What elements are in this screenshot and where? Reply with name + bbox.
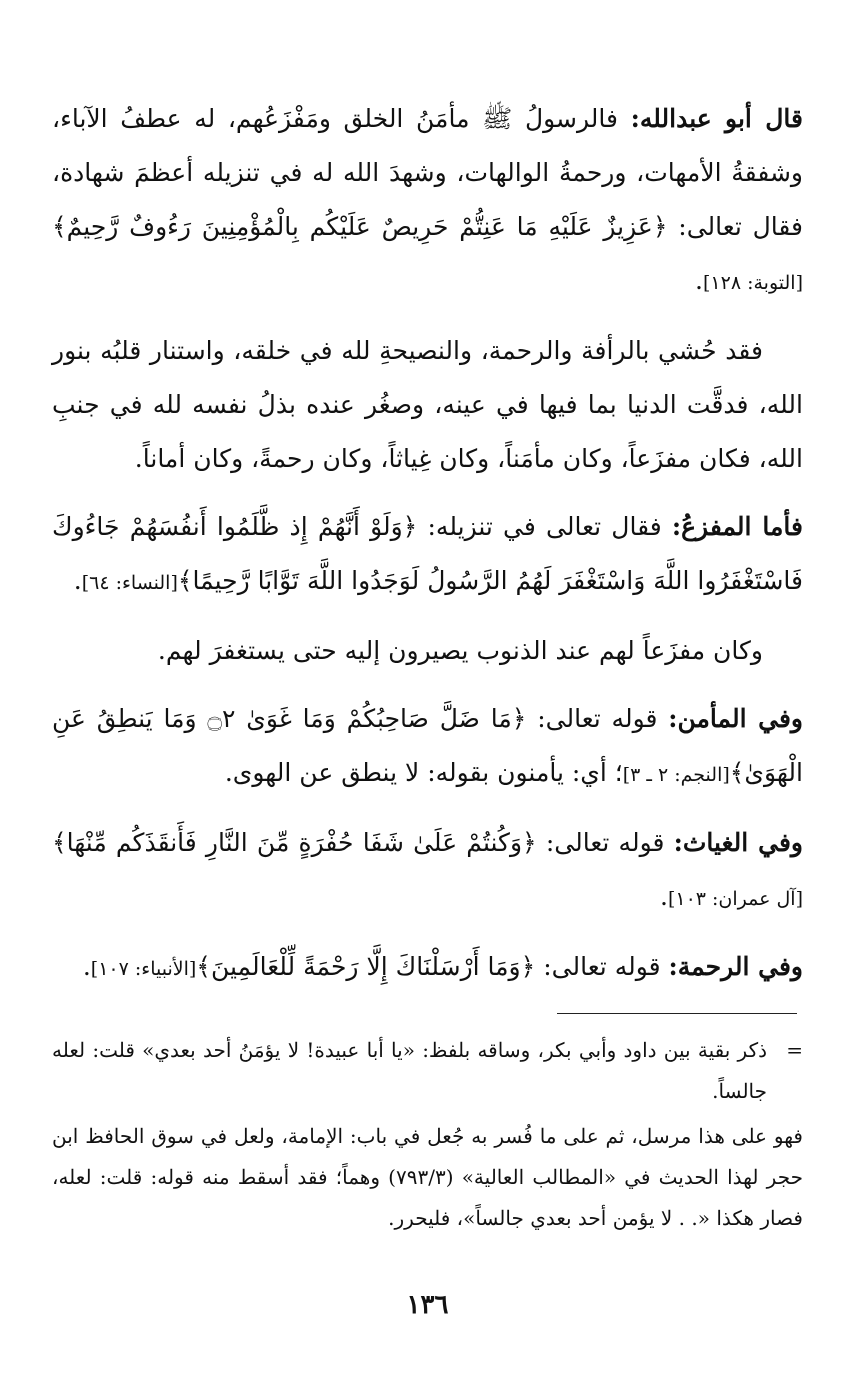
paragraph-attributes — [52, 324, 803, 486]
paragraph-lead: وفي الغياث: — [673, 828, 803, 857]
verse-reference: [النجم: ٢ ـ ٣] — [622, 764, 730, 786]
footnote-divider — [557, 1013, 797, 1014]
paragraph-tail: . — [659, 882, 668, 911]
verse-reference: [آل عمران: ١٠٣] — [667, 888, 803, 910]
paragraph-text: فقال تعالى في تنزيله: — [417, 512, 672, 541]
verse-reference: [الأنبياء: ١٠٧] — [90, 958, 197, 980]
paragraph-lead: وفي الرحمة: — [668, 952, 803, 981]
paragraph-text: قوله تعالى: — [536, 828, 674, 857]
paragraph-text: فقد حُشي بالرأفة والرحمة، والنصيحةِ لله في خلقه، واستنار قلبُه بنور الله، فدقَّت الدنيا بما فيها في عينه، وصغُر عنده بذلُ نفسه لله في جنبِ الله، فكان مفزَعاً، وكان مأمَناً، وكان غِياثاً، وكان رحمةً، وكان أماناً. — [52, 336, 803, 473]
paragraph-text: وكان مفزَعاً لهم عند الذنوب يصيرون إليه حتى يستغفرَ لهم. — [157, 636, 763, 665]
paragraph-tail: ؛ أي: يأمنون بقوله: لا ينطق عن الهوى. — [224, 758, 623, 787]
footnote-comment — [52, 1116, 803, 1239]
quran-verse: ﴿عَزِيزٌ عَلَيْهِ مَا عَنِتُّمْ حَرِيصٌ عَلَيْكُم بِالْمُؤْمِنِينَ رَءُوفٌ رَّحِيمٌ﴾ — [52, 212, 668, 241]
paragraph-mafza-explanation — [52, 624, 803, 678]
quran-verse: ﴿وَكُنتُمْ عَلَىٰ شَفَا حُفْرَةٍ مِّنَ النَّارِ فَأَنقَذَكُم مِّنْهَا﴾ — [52, 828, 537, 857]
verse-reference: [التوبة: ١٢٨] — [703, 272, 803, 294]
footnote-continuation-marker: = — [786, 1038, 803, 1062]
main-text — [52, 92, 803, 1010]
paragraph-rahma — [52, 940, 803, 996]
paragraph-tail: . — [82, 952, 91, 981]
paragraph-ghiyath — [52, 816, 803, 926]
paragraph-text: فالرسولُ ﷺ مأمَنُ الخلق ومَفْزَعُهم، له عطفُ الآباء، وشفقةُ الأمهات، ورحمةُ الوالهات، وشهدَ الله له في تنزيله أعظمَ شهادة، فقال تعالى: — [52, 104, 803, 241]
verse-reference: [النساء: ٦٤] — [81, 572, 178, 594]
paragraph-intro — [52, 92, 803, 310]
paragraph-tail: . — [73, 566, 82, 595]
footnote-continuation — [52, 1030, 803, 1112]
paragraph-lead: قال أبو عبدالله: — [630, 104, 804, 133]
paragraph-tail: . — [695, 266, 703, 295]
paragraph-lead: فأما المفزعُ: — [671, 512, 803, 541]
footnotes — [52, 1030, 803, 1243]
footnote-text: ذكر بقية بين داود وأبي بكر، وساقه بلفظ: «يا أبا عبيدة! لا يؤمَنُ أحد بعدي» قلت: لعله جالساً. — [52, 1038, 767, 1103]
paragraph-text: قوله تعالى: — [526, 704, 669, 733]
quran-verse: ﴿وَمَا أَرْسَلْنَاكَ إِلَّا رَحْمَةً لِّلْعَالَمِينَ﴾ — [196, 952, 536, 981]
quran-verse: ﴿وَلَوْ أَنَّهُمْ إِذ ظَّلَمُوا أَنفُسَهُمْ جَاءُوكَ فَاسْتَغْفَرُوا اللَّهَ وَاسْتَغْفَرَ لَهُمُ الرَّسُولُ لَوَجَدُوا اللَّهَ تَوَّابًا رَّحِيمًا﴾ — [52, 512, 803, 595]
paragraph-mafza — [52, 500, 803, 610]
paragraph-lead: وفي المأمن: — [668, 704, 803, 733]
page-number: ١٣٦ — [406, 1290, 449, 1320]
footnote-text: فهو على هذا مرسل، ثم على ما فُسر به جُعل في باب: الإمامة، ولعل في سوق الحافظ ابن حجر لهذا الحديث في «المطالب العالية» (٧٩٣/٣) وهماً؛ فقد أسقط منه قوله: قلت: لعله، فصار هكذا «. . لا يؤمن أحد بعدي جالساً»، فليحرر. — [52, 1124, 803, 1230]
quran-verse: ﴿مَا ضَلَّ صَاحِبُكُمْ وَمَا غَوَىٰ ۝٢ وَمَا يَنطِقُ عَنِ الْهَوَىٰ﴾ — [52, 704, 803, 787]
paragraph-mamen — [52, 692, 803, 802]
paragraph-text: قوله تعالى: — [535, 952, 669, 981]
